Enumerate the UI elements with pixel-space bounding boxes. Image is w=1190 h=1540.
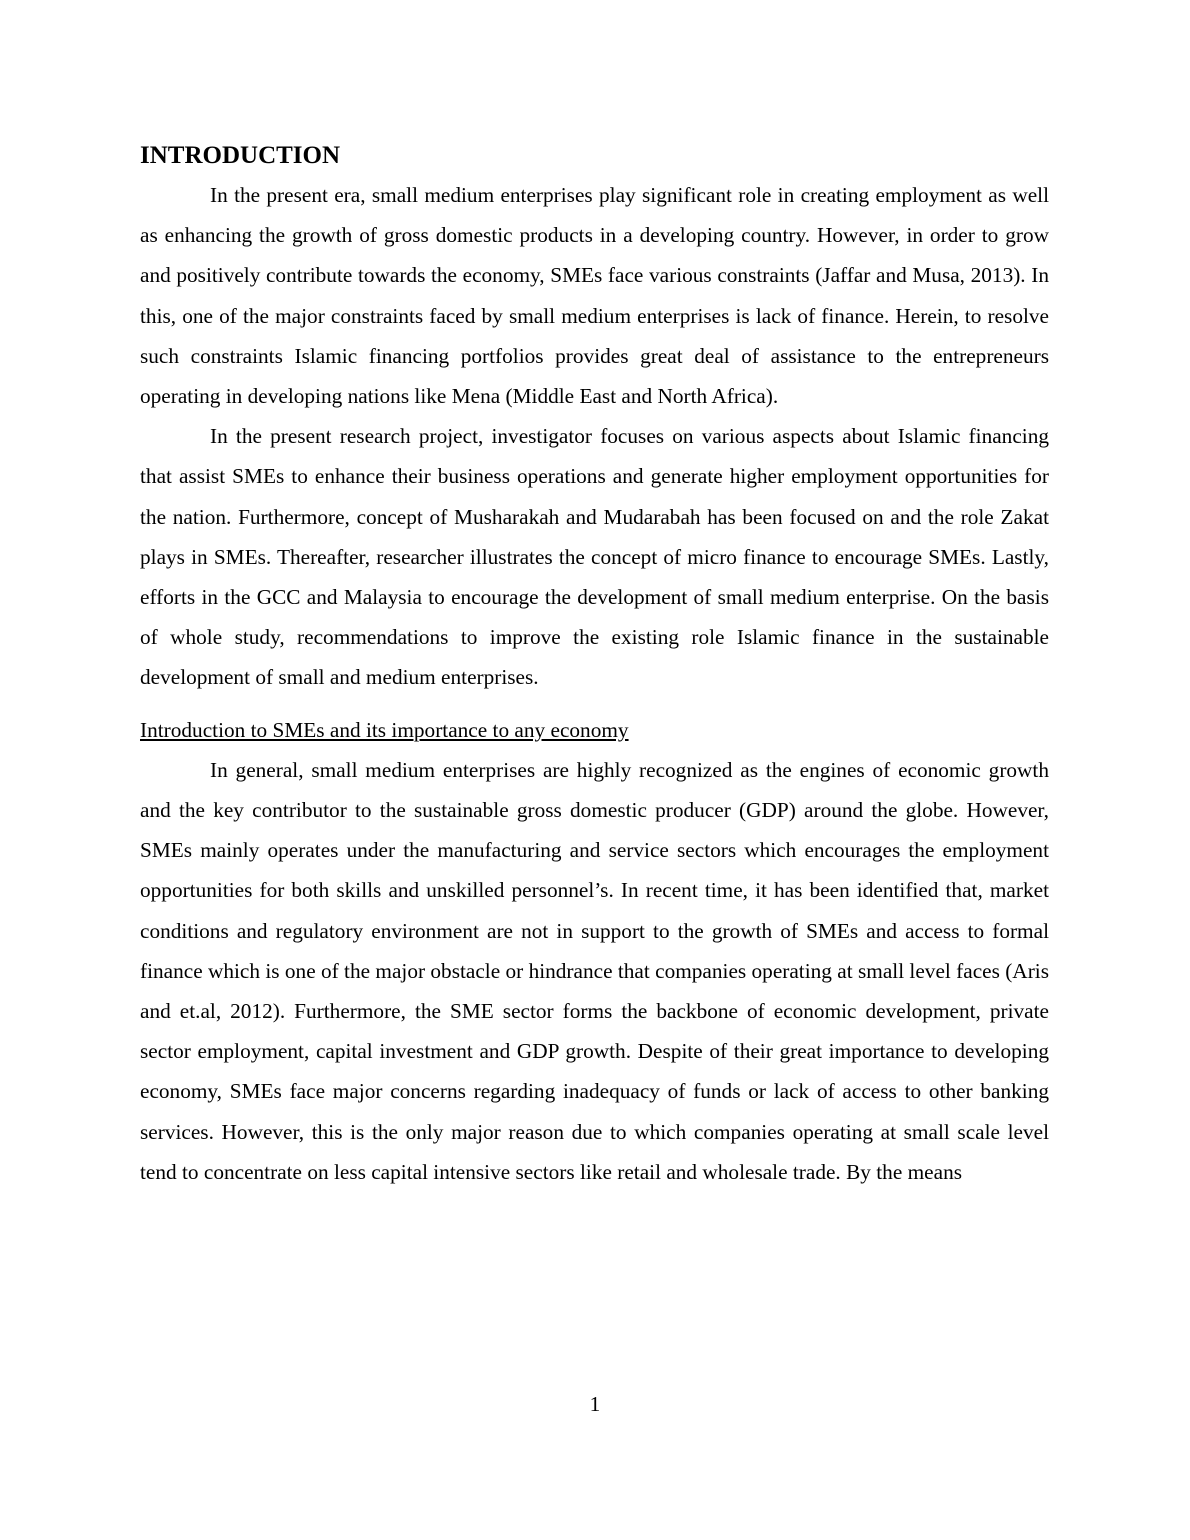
page-number: 1 — [589, 1392, 601, 1416]
section-heading-introduction: INTRODUCTION — [140, 142, 341, 169]
smes-paragraph-1: In general, small medium enterprises are highly recognized as the engines of economic growth and the key contributor to the sustainable gross domestic producer (GDP) around the globe. However, SMEs mainly operates under the manufacturing and service sectors which encourages the employment opportunities for both skills and unskilled personnel’s. In recent time, it has been identified that, market conditions and regulatory environment are not in support to the growth of SMEs and access to formal finance which is one of the major obstacle or hindrance that companies operating at small level faces (Aris and et.al, 2012). Furthermore, the SME sector forms the backbone of economic development, private sector employment, capital investment and GDP growth. Despite of their great importance to developing economy, SMEs face major concerns regarding inadequacy of funds or lack of access to other banking services. However, this is the only major reason due to which companies operating at small scale level tend to concentrate on less capital intensive sectors like retail and wholesale trade. By the means — [140, 757, 1049, 1184]
page-content — [140, 137, 1049, 1192]
intro-paragraph-2: In the present research project, investigator focuses on various aspects about Islamic financing that assist SMEs to enhance their business operations and generate higher employment opportunities for the nation. Furthermore, concept of Musharakah and Mudarabah has been focused on and the role Zakat plays in SMEs. Thereafter, researcher illustrates the concept of micro finance to encourage SMEs. Lastly, efforts in the GCC and Malaysia to encourage the development of small medium enterprise. On the basis of whole study, recommendations to improve the existing role Islamic finance in the sustainable development of small and medium enterprises. — [140, 424, 1049, 690]
subsection-heading-smes: Introduction to SMEs and its importance to any economy — [140, 717, 629, 742]
intro-paragraph-1: In the present era, small medium enterprises play significant role in creating employment as well as enhancing the growth of gross domestic products in a developing country. However, in order to grow and positively contribute towards the economy, SMEs face various constraints (Jaffar and Musa, 2013). In this, one of the major constraints faced by small medium enterprises is lack of finance. Herein, to resolve such constraints Islamic financing portfolios provides great deal of assistance to the entrepreneurs operating in developing nations like Mena (Middle East and North Africa). — [140, 183, 1049, 409]
